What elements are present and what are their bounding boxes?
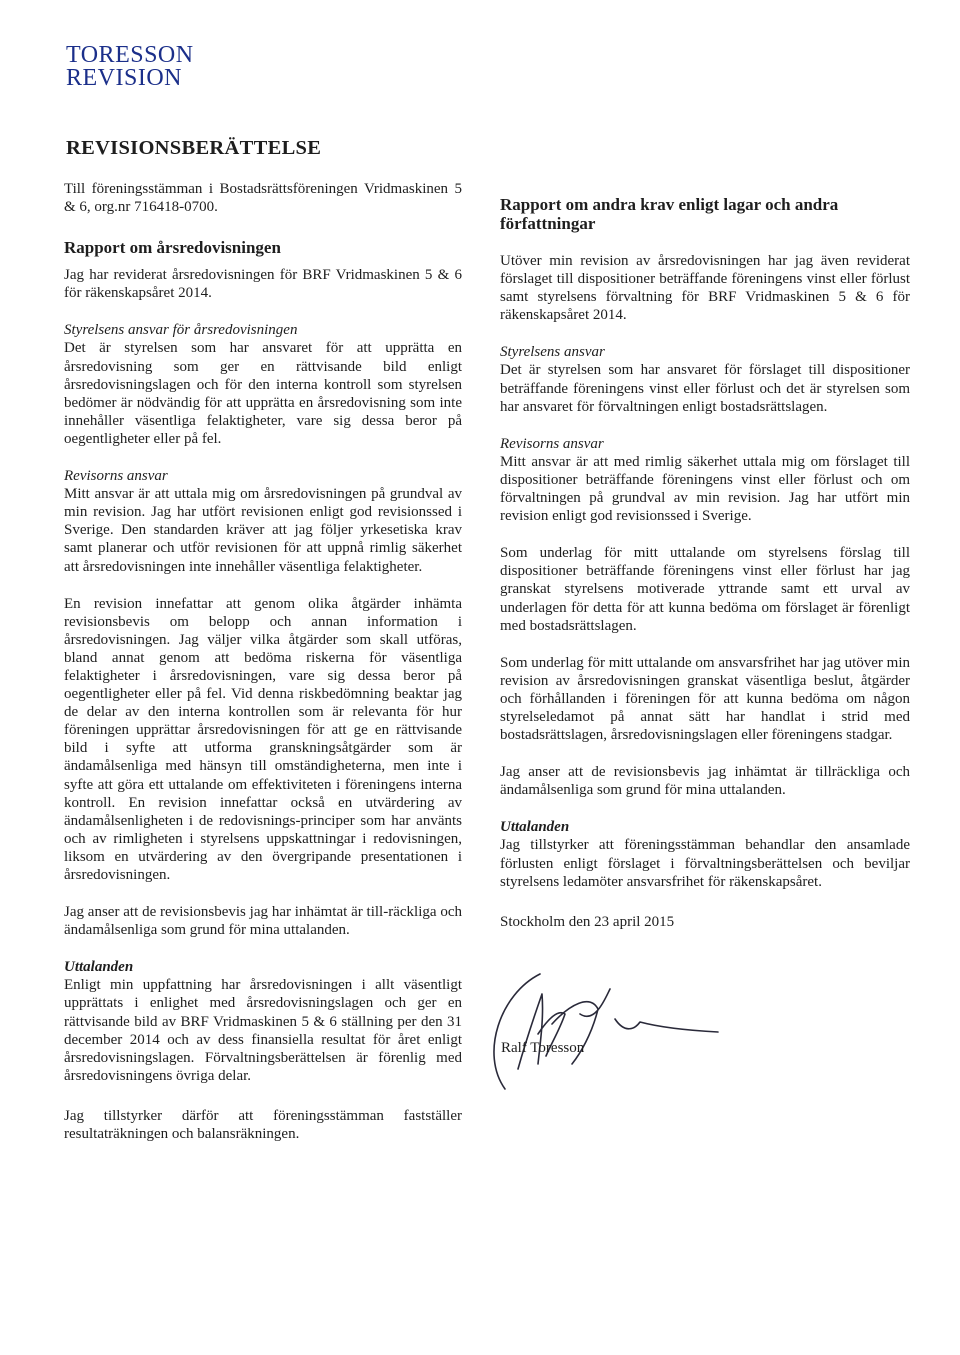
opinion-heading-2: Uttalanden (500, 819, 570, 836)
opinion-text-2: Jag tillstyrker att föreningsstämman behandlar den ansamlade förlusten enligt förslaget i förvaltningsberättelsen och beviljar styrelsens ledamöter ansvarsfrihet för räkenskapsåret. (500, 837, 910, 890)
signer-name: Ralf Toresson (501, 1040, 585, 1056)
board-responsibility-text: Det är styrelsen som har ansvaret för att upprätta en årsredovisning som ger en rättvisande bild enligt årsredovisningslagen och för den interna kontroll som styrelsen bedömer är nödvändig för att upprätta en årsredovisning som inte innehåller väsentliga felaktigheter, vare sig dessa beror på oegentligheter eller på fel. (64, 340, 462, 447)
basis-proposal-text: Som underlag för mitt uttalande om styrelsens förslag till dispositioner beträffande föreningens vinst eller förlust har jag granskat styrelsens motiverade yttrande samt ett urval av underlagen för detta för att kunna bedöma om förslaget är förenligt med bostadsrättslagen. (500, 545, 910, 634)
opinion-text: Enligt min uppfattning har årsredovisningen i allt väsentligt upprättats i enlighet med årsredovisningslagen och ger en rättvisande bild av BRF Vridmaskinen 5 & 6 ställning per den 31 december 2014 och av dess finansiella resultat för året enligt årsredovisningslagen. Förvaltningsberättelsen är förenlig med årsredovisningens övriga delar. (64, 977, 462, 1084)
other-requirements-heading: Rapport om andra krav enligt lagar och andra författningar (500, 195, 839, 233)
audit-evidence-text-2: Jag anser att de revisionsbevis jag inhämtat är tillräckliga och ändamålsenliga som grund för mina uttalanden. (500, 764, 910, 799)
audit-evidence-text: Jag anser att de revisionsbevis jag har inhämtat är till-räckliga och ändamålsenliga som grund för mina uttalanden. (64, 904, 462, 939)
board-responsibility-heading-2: Styrelsens ansvar (500, 344, 605, 361)
opinion-heading: Uttalanden (64, 959, 134, 976)
auditor-responsibility-heading: Revisorns ansvar (64, 468, 168, 485)
board-responsibility-heading: Styrelsens ansvar för årsredovisningen (64, 322, 298, 339)
logo-line-1: TORESSON (66, 42, 194, 68)
right-column (500, 195, 910, 931)
company-logo (66, 44, 194, 90)
left-column (64, 180, 462, 1143)
other-requirements-intro: Utöver min revision av årsredovisningen har jag även reviderat förslaget till dispositioner beträffande föreningens vinst eller förlust samt styrelsens förvaltning för BRF Vridmaskinen 5 & 6 för räkenskapsåret 2014. (500, 253, 910, 324)
annual-report-intro: Jag har reviderat årsredovisningen för BRF Vridmaskinen 5 & 6 för räkenskapsåret 2014. (64, 267, 462, 302)
audit-procedures-text: En revision innefattar att genom olika åtgärder inhämta revisionsbevis om belopp och annan information i årsredovisningen. Jag väljer vilka åtgärder som skall utföras, bland annat genom att bedöma riskerna för väsentliga felaktigheter i årsredovisningen, vare sig dessa beror på oegentligheter eller på fel. Vid denna riskbedömning beaktar jag de delar av den interna kontrollen som är relevanta för hur föreningen upprättar årsredovisningen för att ge en rättvisande bild i syfte att utforma granskningsåtgärder som är ändamålsenliga med hänsyn till omständigheterna, men inte i syfte att göra ett uttalande om effektiviteten i föreningens interna kontroll. En revision innefattar också en utvärdering av ändamålsenligheten i de redovisnings-principer som har använts och av rimligheten i styrelsens uppskattningar i redovisningen, liksom en utvärdering av den övergripande presentationen i årsredovisningen. (64, 595, 462, 883)
recommendation-text: Jag tillstyrker därför att föreningsstämman fastställer resultaträkningen och balansräkningen. (64, 1107, 462, 1143)
board-responsibility-text-2: Det är styrelsen som har ansvaret för förslaget till dispositioner beträffande föreningens vinst eller förlust och det är styrelsen som har ansvaret för förvaltningen enligt bostadsrättslagen. (500, 362, 910, 415)
place-and-date: Stockholm den 23 april 2015 (500, 913, 675, 930)
addressee: Till föreningsstämman i Bostadsrättsföreningen Vridmaskinen 5 & 6, org.nr 716418-0700. (64, 181, 462, 216)
basis-discharge-text: Som underlag för mitt uttalande om ansvarsfrihet har jag utöver min revision av årsredovisningen granskat väsentliga beslut, åtgärder och förhållanden i föreningen för att kunna bedöma om någon styrelseledamot på annat sätt har handlat i strid med bostadsrättslagen, årsredovisningslagen eller föreningens stadgar. (500, 654, 910, 744)
annual-report-heading: Rapport om årsredovisningen (64, 238, 281, 258)
logo-line-2: REVISION (66, 65, 182, 91)
auditor-responsibility-text: Mitt ansvar är att uttala mig om årsredovisningen på grundval av min revision. Jag har utfört revisionen enligt god revisionssed i Sverige. Den standarden kräver att jag följer yrkesetiska krav samt planerar och utför revisionen för att uppnå rimlig säkerhet att årsredovisningen inte innehåller väsentliga felaktigheter. (64, 486, 462, 575)
auditor-responsibility-text-2: Mitt ansvar är att med rimlig säkerhet uttala mig om förslaget till dispositioner beträffande föreningens vinst eller förlust och om förvaltningen på grundval av min revision. Jag har utfört min revision enligt god revisionssed i Sverige. (500, 453, 910, 525)
document-title: REVISIONSBERÄTTELSE (66, 137, 322, 159)
handwritten-signature (480, 964, 720, 1104)
auditor-responsibility-heading-2: Revisorns ansvar (500, 435, 604, 452)
